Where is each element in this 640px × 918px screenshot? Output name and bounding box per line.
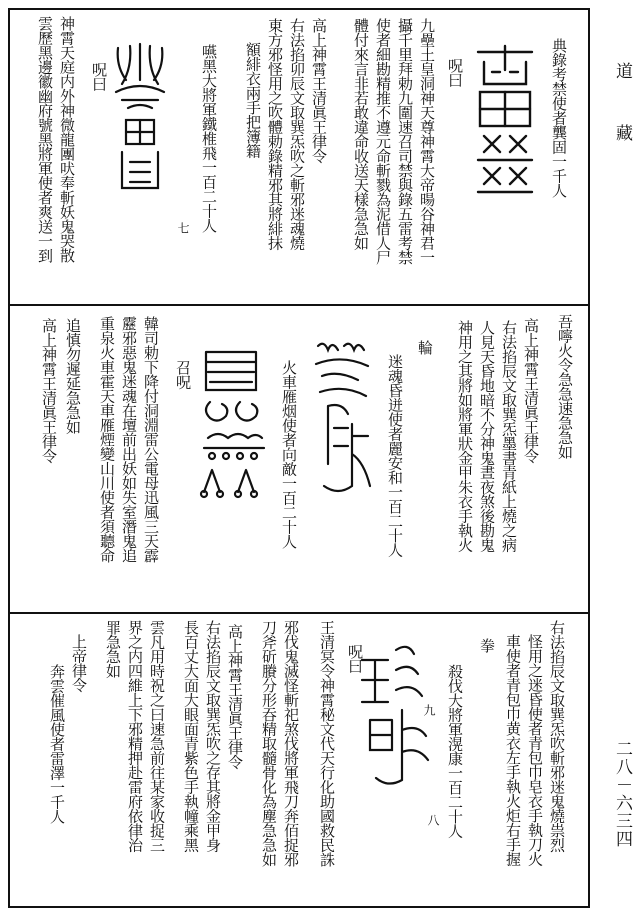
column-text: 高上神霄王清眞王律令 — [40, 318, 58, 463]
column-text: 車使者青包巾黄衣左手執火炬右手握 — [504, 634, 522, 866]
talisman-seal-spirit — [308, 336, 378, 506]
column-text: 刀斧斫賸分形吞精取髓骨化為塵急急如 — [260, 620, 278, 867]
column-text: 迷魂昏迸使者麗安和一百二十人 — [386, 354, 404, 557]
talisman-seal-slaying — [356, 640, 436, 790]
column-text: 界之内四維上下邪精押赴雷府依律治 — [126, 620, 144, 852]
column-text: 雲凡用時祝之曰速急前往某家收捉三 — [148, 620, 166, 852]
column-text: 怪用之迷昏使者青包巾皂衣手執刀火 — [526, 634, 544, 866]
column-text: 體付來言非若敢違命收送天樣急急如 — [352, 18, 370, 250]
column-text: 高上神霄王清眞王律令 — [310, 18, 328, 163]
column-text: 拳 — [478, 638, 496, 653]
panel-divider-2 — [8, 612, 590, 614]
column-text: 靂邪惡鬼迷魂在壇前出妖如失室潛鬼追 — [120, 316, 138, 563]
column-text: 九壘土皇洞神天尊神霄大帝暘谷神君一 — [418, 18, 436, 265]
column-text: 右法掐辰文取巽炁吹之存其將金甲身 — [204, 620, 222, 852]
column-text: 神用之其將如將軍狀金甲朱衣手執火 — [456, 320, 474, 552]
column-text: 呪曰 — [346, 644, 364, 673]
column-text: 長百丈大面大眼面青紫色手執幢乘黑 — [182, 620, 200, 852]
column-text: 呪曰 — [446, 58, 464, 87]
column-text: 右法掐卯辰文取巽炁吹之斬邪迷魂燒 — [288, 18, 306, 250]
column-text: 雲歷黑邊徽幽府號黑將軍使者爽送一到 — [36, 16, 54, 263]
column-text: 使者細勘精推不遵元命斬戮為泥借人尸 — [374, 18, 392, 265]
column-text: 輪 — [416, 340, 434, 355]
page-number: 二八－六三四 — [612, 740, 632, 848]
column-text: 嚥黑大將軍鐵椎飛一百二十人 — [200, 44, 218, 233]
column-text: 王清冥令神霄秘文代天行化助國救民誅 — [318, 620, 336, 867]
talisman-seal-thunder — [470, 40, 540, 210]
column-text: 攝千里拜勅九圍速召司禁與錄五雷考禁 — [396, 18, 414, 265]
column-text: 奔雲催風使者雷澤一千人 — [48, 664, 66, 824]
talisman-seal-fire — [108, 40, 172, 200]
column-text: 右法掐辰文取巽炁吹斬邪迷鬼燒祟烈 — [548, 620, 566, 852]
column-text: 韓司勅下降付洞淵雷公電母迅風三天霹 — [142, 316, 160, 563]
small-mark: 七 — [176, 222, 190, 234]
column-text: 火車雁烟使者向敵一百二十人 — [280, 360, 298, 549]
column-text: 東方邪怪用之吹體勅錄精邪其將緋抹 — [266, 18, 284, 250]
column-text: 右法掐辰文取巽炁墨書青紙上燒之病 — [500, 320, 518, 552]
column-text: 人見天昏地暗不分神鬼晝夜煞後勘鬼 — [478, 320, 496, 552]
column-text: 召呪 — [174, 360, 192, 389]
column-text: 呪曰 — [90, 62, 108, 91]
column-text: 邪伐鬼滅怪斬祀煞伐將軍飛刀奔佰捉邪 — [282, 620, 300, 867]
column-text: 神霄天庭内外神微龍團吠奉斬妖鬼哭散 — [58, 16, 76, 263]
collection-title: 道 藏 — [612, 62, 632, 155]
column-text: 罪急急如 — [104, 620, 122, 678]
column-text: 額緋衣兩手把簿籍 — [244, 42, 262, 158]
column-text: 殺伐大將軍滉康一百二十人 — [446, 664, 464, 838]
column-text: 上帝律令 — [70, 634, 88, 692]
talisman-seal-fire-cart — [196, 344, 272, 504]
column-text: 吾嚀火令急急速急急如 — [556, 314, 574, 459]
panel-divider-1 — [8, 304, 590, 306]
column-text: 高上神霄王清眞王律令 — [226, 624, 244, 769]
column-text: 典錄考禁使者龔固一千人 — [550, 38, 568, 198]
column-text: 重泉火車霍天車雁煙變山川使者須聽命 — [98, 316, 116, 563]
column-text: 追慎勿遲延急急如 — [64, 318, 82, 434]
column-text: 高上神霄王清眞王律令 — [522, 318, 540, 463]
small-mark: 八 — [426, 814, 440, 826]
small-mark: 九 — [422, 704, 436, 716]
